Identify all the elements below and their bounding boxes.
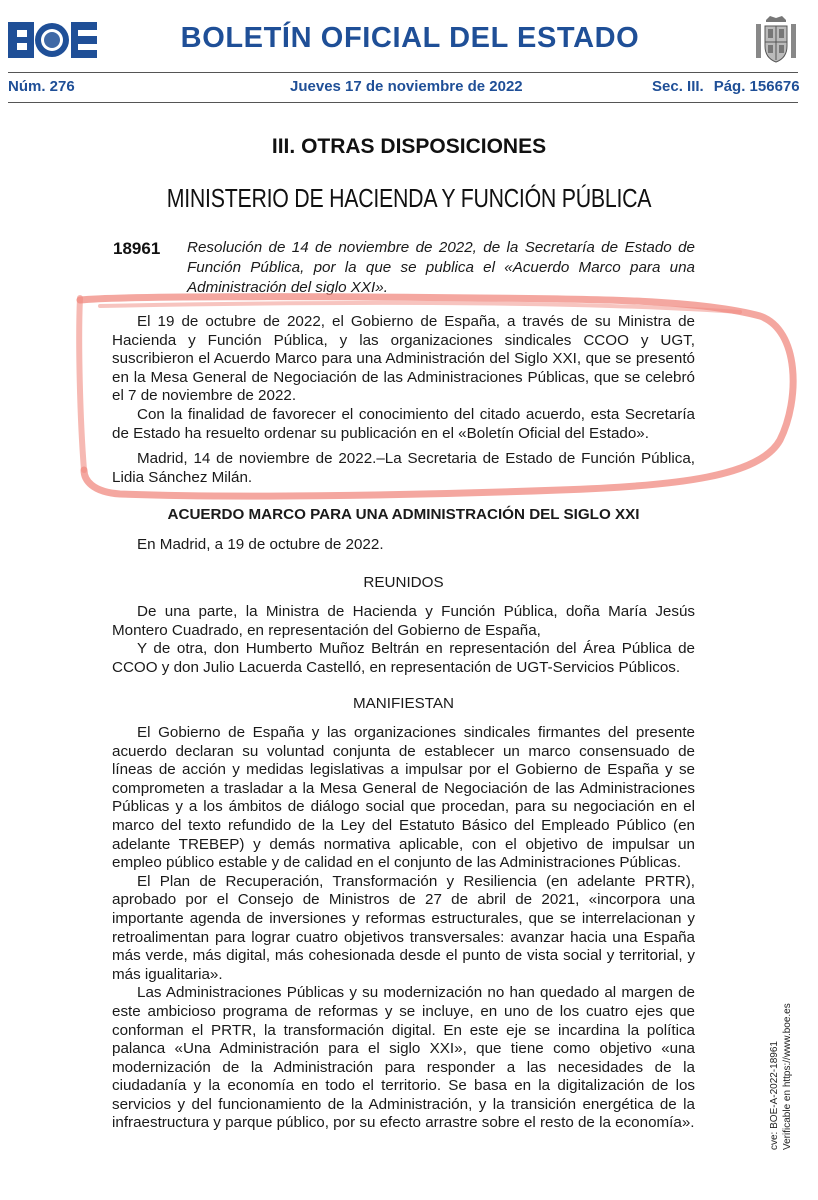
- reunidos-heading: REUNIDOS: [363, 574, 444, 591]
- ministry-title: MINISTERIO DE HACIENDA Y FUNCIÓN PÚBLICA: [166, 183, 652, 213]
- header-rule-bottom: [8, 102, 798, 103]
- manifiestan-paragraph: El Plan de Recuperación, Transformación y Resiliencia (en adelante PRTR), aprobado por el Consejo de Ministros de 27 de abril de 2021, «incorpora una importante agenda de inversiones y reformas estructurales, que se interrelacionan y retroalimentan para lograr cuatro objetivos transversales: avanzar hacia una España más verde, más digital, más cohesionada desde el punto de vista social y territorial, y más igualitaria».: [112, 872, 695, 983]
- section-title: III. OTRAS DISPOSICIONES: [271, 135, 547, 158]
- intro-paragraph: Con la finalidad de favorecer el conocimiento del citado acuerdo, esta Secretaría de Estado ha resuelto ordenar su publicación en el «Boletín Oficial del Estado».: [112, 405, 695, 442]
- boe-logo: [8, 20, 98, 60]
- verification-link: Verificable en https://www.boe.es: [782, 1003, 793, 1150]
- agreement-title: ACUERDO MARCO PARA UNA ADMINISTRACIÓN DEL SIGLO XXI: [167, 506, 640, 523]
- intro-paragraph: El 19 de octubre de 2022, el Gobierno de España, a través de su Ministra de Hacienda y Función Pública, y las organizaciones sindicales CCOO y UGT, suscribieron el Acuerdo Marco para una Administración del Siglo XXI, que se presentó en la Mesa General de Negociación de las Administraciones Públicas, que se celebró el 7 de noviembre de 2022.: [112, 313, 695, 405]
- resolution-title: Resolución de 14 de noviembre de 2022, de la Secretaría de Estado de Función Pública, por la que se publica el «Acuerdo Marco para una Administración del siglo XXI».: [187, 239, 695, 296]
- signature-block: [112, 450, 695, 487]
- intro-block: [112, 313, 695, 443]
- issue-date: Jueves 17 de noviembre de 2022: [290, 78, 523, 95]
- coat-of-arms-icon: [752, 14, 800, 66]
- section-label: Sec. III.: [652, 78, 704, 95]
- signature: Madrid, 14 de noviembre de 2022.–La Secretaria de Estado de Función Pública, Lidia Sánchez Milán.: [112, 450, 695, 486]
- reunidos-paragraph: Y de otra, don Humberto Muñoz Beltrán en representación del Área Pública de CCOO y don Julio Lacuerda Castelló, en representación de UGT-Servicios Públicos.: [112, 640, 695, 676]
- disposition-number: 18961: [113, 239, 161, 258]
- manifiestan-heading: MANIFIESTAN: [353, 695, 454, 712]
- cve-code: cve: BOE-A-2022-18961: [769, 1041, 780, 1150]
- page-number: Pág. 156676: [713, 78, 800, 95]
- manifiestan-block: [112, 724, 695, 1133]
- header-rule-top: [8, 72, 798, 73]
- reunidos-paragraph: De una parte, la Ministra de Hacienda y Función Pública, doña María Jesús Montero Cuadrado, en representación del Gobierno de España,: [112, 603, 695, 639]
- section-page: [652, 78, 800, 95]
- masthead-title: BOLETÍN OFICIAL DEL ESTADO: [180, 22, 640, 54]
- page-header: [0, 0, 818, 110]
- manifiestan-paragraph: Las Administraciones Públicas y su modernización no han quedado al margen de este ambicioso programa de reformas y se incluye, en uno de los cuatro ejes que conforman el PRTR, la transformación digital. En este eje se incardina la política palanca «Una Administración para el siglo XXI», que tiene como objetivo «una modernización de la Administración para responder a las necesidades de la ciudadanía y la economía en todo el territorio. Se basa en la digitalización de los servicios y del funcionamiento de la Administración, y la transición energética de la infraestructura y parque público, por su efecto arrastre sobre el resto de la economía».: [112, 984, 695, 1132]
- manifiestan-paragraph: El Gobierno de España y las organizaciones sindicales firmantes del presente acuerdo declaran su voluntad conjunta de establecer un marco consensuado de líneas de acción y medidas legislativas a impulsar por el Gobierno de España y se comprometen a trasladar a la Mesa General de Negociación de las Administraciones Públicas y a los ámbitos de diálogo social que procedan, para su negociación en el marco del texto refundido de la Ley del Estatuto Básico del Empleado Público (en adelante TREBEP) y demás normativa aplicable, con el objetivo de impulsar un empleo público estable y de calidad en el conjunto de las Administraciones Públicas.: [112, 724, 695, 872]
- side-verification-note: [768, 930, 794, 1150]
- place-date: En Madrid, a 19 de octubre de 2022.: [137, 536, 384, 553]
- issue-number: Núm. 276: [8, 78, 75, 95]
- reunidos-block: [112, 603, 695, 677]
